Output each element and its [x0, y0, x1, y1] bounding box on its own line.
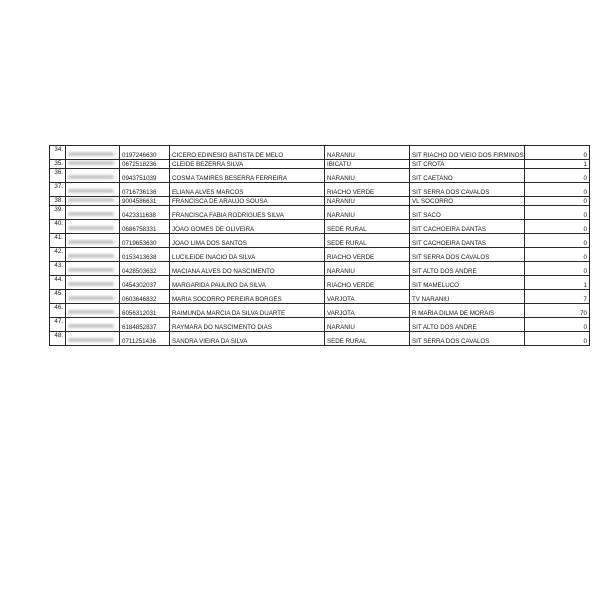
- locality-cell: NARANIU: [325, 206, 410, 220]
- redacted-blur: [68, 338, 114, 342]
- code-cell: 0197246630: [120, 146, 170, 160]
- redacted-blur: [68, 226, 114, 230]
- table-row: [50, 290, 590, 304]
- redacted-blur: [68, 152, 114, 156]
- redacted-blur: [68, 324, 114, 328]
- address-cell: VL SOCORRO: [410, 197, 525, 206]
- code-cell: 0428503632: [120, 262, 170, 276]
- code-cell: 0719653630: [120, 234, 170, 248]
- name-cell: CICERO EDINESIO BATISTA DE MELO: [170, 146, 325, 160]
- table-row: [50, 248, 590, 262]
- row-number: 41.: [50, 234, 66, 248]
- redacted-id-cell: [66, 304, 120, 318]
- code-cell: 0153413638: [120, 248, 170, 262]
- row-number: 42.: [50, 248, 66, 262]
- code-cell: 9004586631: [120, 197, 170, 206]
- count-cell: 1: [525, 276, 590, 290]
- table-row: [50, 197, 590, 206]
- address-cell: SIT ALTO DOS ANDRE: [410, 262, 525, 276]
- name-cell: JOAO LIMA DOS SANTOS: [170, 234, 325, 248]
- name-cell: JOAO GOMES DE OLIVEIRA: [170, 220, 325, 234]
- count-cell: 1: [525, 160, 590, 169]
- locality-cell: IBICATU: [325, 160, 410, 169]
- count-cell: 0: [525, 197, 590, 206]
- count-cell: 0: [525, 146, 590, 160]
- code-cell: 0716736136: [120, 183, 170, 197]
- table-row: [50, 169, 590, 183]
- redacted-id-cell: [66, 332, 120, 346]
- locality-cell: NARANIU: [325, 197, 410, 206]
- table-row: [50, 262, 590, 276]
- redacted-id-cell: [66, 146, 120, 160]
- redacted-id-cell: [66, 197, 120, 206]
- code-cell: 0711251436: [120, 332, 170, 346]
- address-cell: R MARIA DILMA DE MORAIS: [410, 304, 525, 318]
- redacted-blur: [68, 161, 114, 165]
- code-cell: 0603646832: [120, 290, 170, 304]
- name-cell: LUCILEIDE INACIO DA SILVA: [170, 248, 325, 262]
- locality-cell: NARANIU: [325, 318, 410, 332]
- address-cell: SIT CACHOEIRA DANTAS: [410, 234, 525, 248]
- row-number: 47.: [50, 318, 66, 332]
- address-cell: SIT SERRA DOS CAVALOS: [410, 248, 525, 262]
- redacted-blur: [68, 254, 114, 258]
- count-cell: 0: [525, 169, 590, 183]
- code-cell: 0423311638: [120, 206, 170, 220]
- row-number: 43.: [50, 262, 66, 276]
- redacted-id-cell: [66, 234, 120, 248]
- locality-cell: SEDE RURAL: [325, 332, 410, 346]
- name-cell: COSMA TAMIRES BESERRA FERREIRA: [170, 169, 325, 183]
- locality-cell: RIACHO VERDE: [325, 183, 410, 197]
- spreadsheet-page: [49, 145, 589, 346]
- address-cell: SIT SACO: [410, 206, 525, 220]
- count-cell: 0: [525, 206, 590, 220]
- row-number: 48.: [50, 332, 66, 346]
- name-cell: MACIANA ALVES DO NASCIMENTO: [170, 262, 325, 276]
- code-cell: 6184852837: [120, 318, 170, 332]
- code-cell: 0943751039: [120, 169, 170, 183]
- count-cell: 0: [525, 248, 590, 262]
- redacted-blur: [68, 212, 114, 216]
- count-cell: 0: [525, 234, 590, 248]
- redacted-id-cell: [66, 183, 120, 197]
- redacted-id-cell: [66, 276, 120, 290]
- row-number: 44.: [50, 276, 66, 290]
- count-cell: 0: [525, 262, 590, 276]
- row-number: 37.: [50, 183, 66, 197]
- records-table: [49, 145, 590, 346]
- redacted-blur: [68, 198, 114, 202]
- row-number: 38.: [50, 197, 66, 206]
- table-row: [50, 234, 590, 248]
- name-cell: ELIANA ALVES MARCOS: [170, 183, 325, 197]
- code-cell: 0454302037: [120, 276, 170, 290]
- row-number: 35.: [50, 160, 66, 169]
- row-number: 40.: [50, 220, 66, 234]
- name-cell: SANDRA VIEIRA DA SILVA: [170, 332, 325, 346]
- redacted-id-cell: [66, 248, 120, 262]
- name-cell: FRANCISCA DE ARAUJO SOUSA: [170, 197, 325, 206]
- code-cell: 0686758331: [120, 220, 170, 234]
- locality-cell: NARANIU: [325, 169, 410, 183]
- name-cell: RAYMARA DO NASCIMENTO DIAS: [170, 318, 325, 332]
- redacted-id-cell: [66, 160, 120, 169]
- address-cell: TV NARANIU: [410, 290, 525, 304]
- redacted-blur: [68, 282, 114, 286]
- code-cell: 6056312031: [120, 304, 170, 318]
- count-cell: 0: [525, 332, 590, 346]
- address-cell: SIT ALTO DOS ANDRE: [410, 318, 525, 332]
- address-cell: SIT CROTA: [410, 160, 525, 169]
- address-cell: SIT SERRA DOS CAVALOS: [410, 183, 525, 197]
- row-number: 46.: [50, 304, 66, 318]
- table-row: [50, 160, 590, 169]
- count-cell: 0: [525, 318, 590, 332]
- locality-cell: NARANIU: [325, 262, 410, 276]
- redacted-blur: [68, 296, 114, 300]
- locality-cell: VARJOTA: [325, 304, 410, 318]
- code-cell: 0672518236: [120, 160, 170, 169]
- redacted-blur: [68, 268, 114, 272]
- locality-cell: RIACHO VERDE: [325, 276, 410, 290]
- table-row: [50, 220, 590, 234]
- table-row: [50, 332, 590, 346]
- redacted-id-cell: [66, 220, 120, 234]
- address-cell: SIT SERRA DOS CAVALOS: [410, 332, 525, 346]
- redacted-id-cell: [66, 290, 120, 304]
- redacted-id-cell: [66, 206, 120, 220]
- locality-cell: SEDE RURAL: [325, 234, 410, 248]
- locality-cell: VARJOTA: [325, 290, 410, 304]
- table-row: [50, 276, 590, 290]
- locality-cell: SEDE RURAL: [325, 220, 410, 234]
- redacted-blur: [68, 189, 114, 193]
- address-cell: SIT RIACHO DO VIEIO DOS FIRMINOS: [410, 146, 525, 160]
- count-cell: 70: [525, 304, 590, 318]
- address-cell: SIT MAMELUCO: [410, 276, 525, 290]
- row-number: 34.: [50, 146, 66, 160]
- redacted-blur: [68, 310, 114, 314]
- table-row: [50, 183, 590, 197]
- redacted-blur: [68, 175, 114, 179]
- table-row: [50, 206, 590, 220]
- name-cell: MARGARIDA PAULINO DA SILVA: [170, 276, 325, 290]
- name-cell: RAIMUNDA MARCIA DA SILVA DUARTE: [170, 304, 325, 318]
- count-cell: 0: [525, 220, 590, 234]
- table-row: [50, 146, 590, 160]
- table-row: [50, 318, 590, 332]
- address-cell: SIT CACHOEIRA DANTAS: [410, 220, 525, 234]
- redacted-blur: [68, 240, 114, 244]
- row-number: 39.: [50, 206, 66, 220]
- address-cell: SIT CAETANO: [410, 169, 525, 183]
- row-number: 45.: [50, 290, 66, 304]
- row-number: 36.: [50, 169, 66, 183]
- redacted-id-cell: [66, 318, 120, 332]
- redacted-id-cell: [66, 262, 120, 276]
- locality-cell: RIACHO VERDE: [325, 248, 410, 262]
- name-cell: CLEIDE BEZERRA SILVA: [170, 160, 325, 169]
- count-cell: 7: [525, 290, 590, 304]
- locality-cell: NARANIU: [325, 146, 410, 160]
- count-cell: 0: [525, 183, 590, 197]
- name-cell: MARIA SOCORRO PEREIRA BORGES: [170, 290, 325, 304]
- redacted-id-cell: [66, 169, 120, 183]
- table-row: [50, 304, 590, 318]
- name-cell: FRANCISCA FABIA RODRIGUES SILVA: [170, 206, 325, 220]
